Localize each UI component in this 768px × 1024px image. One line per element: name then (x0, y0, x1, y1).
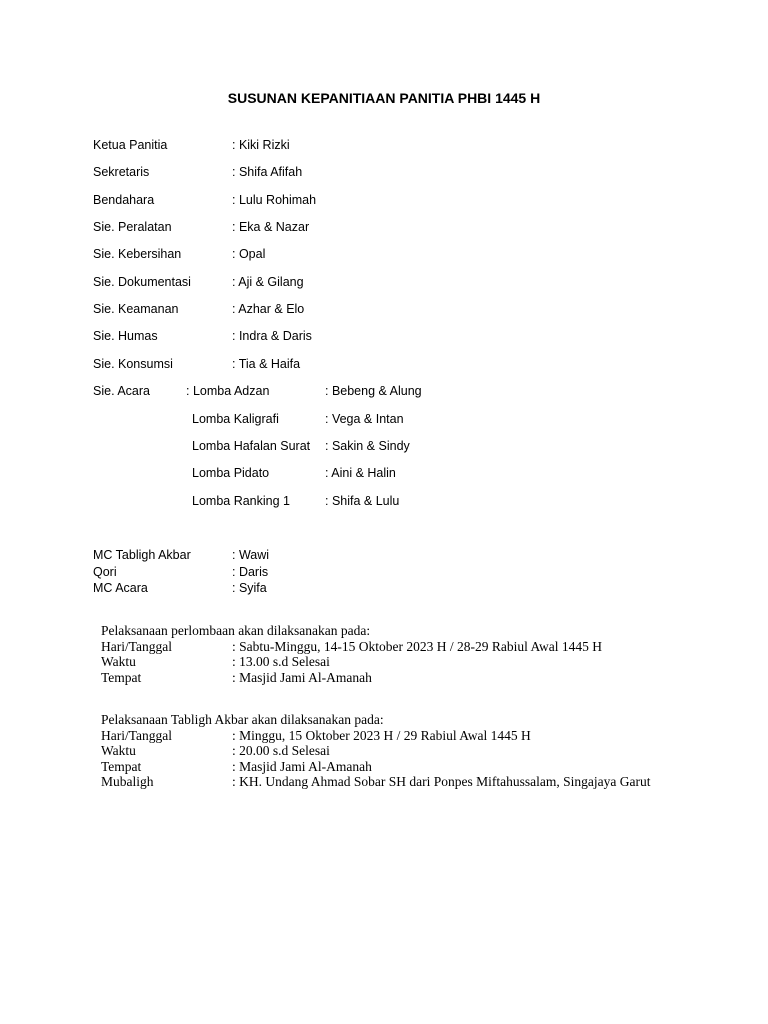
mc-role: MC Tabligh Akbar (93, 548, 191, 562)
schedule-value: : Masjid Jami Al-Amanah (232, 670, 372, 685)
committee-role: Sekretaris (93, 165, 150, 179)
schedule-value: : 13.00 s.d Selesai (232, 654, 330, 669)
schedule-label: Hari/Tanggal (101, 728, 173, 743)
acara-event: Lomba Pidato (192, 466, 270, 480)
committee-role: Sie. Kebersihan (93, 247, 182, 261)
acara-value: : Bebeng & Alung (325, 384, 422, 398)
committee-value: : Indra & Daris (232, 329, 312, 343)
committee-value: : Tia & Haifa (232, 357, 301, 371)
mc-value: : Wawi (232, 548, 270, 562)
schedule-label: Waktu (101, 743, 136, 758)
committee-role: Sie. Humas (93, 329, 158, 343)
schedule-label: Mubaligh (101, 774, 154, 789)
acara-event: Lomba Ranking 1 (192, 494, 290, 508)
document-title: SUSUNAN KEPANITIAAN PANITIA PHBI 1445 H (227, 90, 541, 106)
mc-value: : Syifa (232, 581, 267, 595)
schedule-value: : Sabtu-Minggu, 14-15 Oktober 2023 H / 28-29 Rabiul Awal 1445 H (232, 639, 602, 654)
committee-role: Bendahara (93, 193, 155, 207)
committee-role: Sie. Peralatan (93, 220, 172, 234)
schedule-value: : KH. Undang Ahmad Sobar SH dari Ponpes Miftahussalam, Singajaya Garut (232, 774, 651, 789)
committee-value: : Kiki Rizki (232, 138, 290, 152)
schedule-value: : Minggu, 15 Oktober 2023 H / 29 Rabiul Awal 1445 H (232, 728, 531, 743)
mc-value: : Daris (232, 565, 269, 579)
schedule-label: Hari/Tanggal (101, 639, 173, 654)
schedule-value: : 20.00 s.d Selesai (232, 743, 330, 758)
committee-value: : Aji & Gilang (232, 275, 304, 289)
schedule-label: Waktu (101, 654, 136, 669)
committee-value: : Lulu Rohimah (232, 193, 317, 207)
schedule-label: Tempat (101, 759, 142, 774)
committee-role: Sie. Dokumentasi (93, 275, 191, 289)
committee-role: Sie. Keamanan (93, 302, 179, 316)
acara-label: Sie. Acara (93, 384, 150, 398)
schedule-value: : Masjid Jami Al-Amanah (232, 759, 372, 774)
acara-value: : Sakin & Sindy (325, 439, 410, 453)
committee-role: Ketua Panitia (93, 138, 168, 152)
committee-value: : Shifa Afifah (232, 165, 303, 179)
committee-value: : Opal (232, 247, 266, 261)
acara-value: : Shifa & Lulu (325, 494, 400, 508)
acara-event: : Lomba Adzan (186, 384, 270, 398)
acara-event: Lomba Kaligrafi (192, 412, 279, 426)
committee-value: : Eka & Nazar (232, 220, 310, 234)
acara-value: : Aini & Halin (325, 466, 396, 480)
committee-role: Sie. Konsumsi (93, 357, 173, 371)
acara-event: Lomba Hafalan Surat (192, 439, 311, 453)
tabligh-intro: Pelaksanaan Tabligh Akbar akan dilaksanakan pada: (101, 712, 384, 727)
schedule-label: Tempat (101, 670, 142, 685)
committee-value: : Azhar & Elo (232, 302, 305, 316)
mc-role: MC Acara (93, 581, 148, 595)
lomba-intro: Pelaksanaan perlombaan akan dilaksanakan pada: (101, 623, 371, 638)
acara-value: : Vega & Intan (325, 412, 404, 426)
mc-role: Qori (93, 565, 117, 579)
